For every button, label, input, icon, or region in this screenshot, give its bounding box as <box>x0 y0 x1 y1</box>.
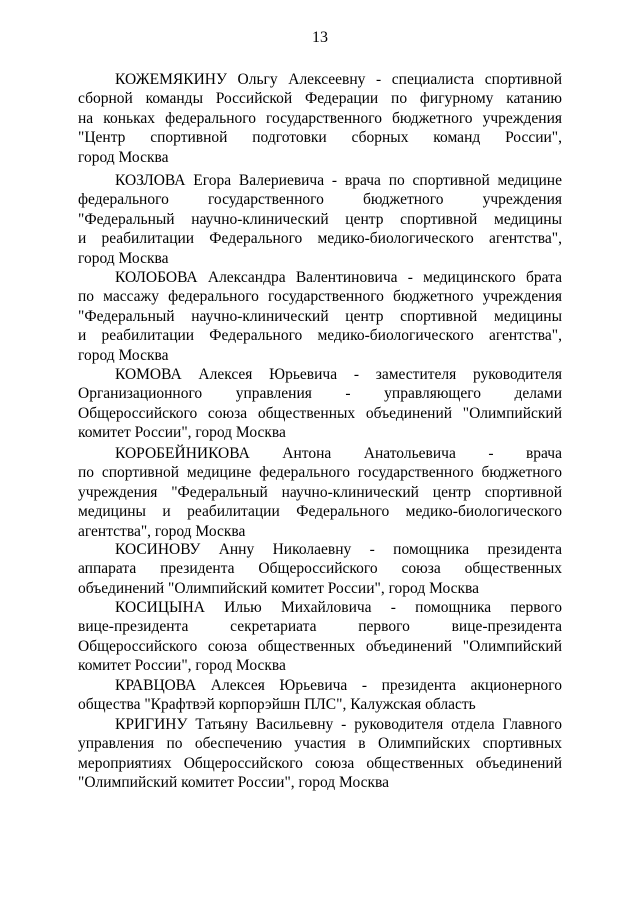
entry-line: вице-президента секретариата первого вице-президента <box>78 618 562 636</box>
entry-line: мероприятиях Общероссийского союза общественных объединений <box>78 754 562 772</box>
entry-line: и реабилитации Федерального медико-биологического агентства", <box>78 230 562 248</box>
entry-korobeynikov <box>78 444 562 541</box>
entry-line: комитет России", город Москва <box>78 657 286 675</box>
entry-line: КОСИНОВУ Анну Николаевну - помощника президента <box>115 541 562 558</box>
entry-line: по спортивной медицине федерального государственного бюджетного <box>78 464 562 482</box>
entry-line: "Олимпийский комитет России", город Москва <box>78 774 389 792</box>
entry-line: КОЛОБОВА Александра Валентиновича - медицинского брата <box>115 269 562 286</box>
entry-line: КРИГИНУ Татьяну Васильевну - руководителя отдела Главного <box>115 716 562 733</box>
entry-line: агентства", город Москва <box>78 522 246 540</box>
entry-line: по массажу федерального государственного бюджетного учреждения <box>78 288 562 306</box>
entry-line: город Москва <box>78 249 169 267</box>
entry-line: Общероссийского союза общественных объединений "Олимпийский <box>78 637 562 655</box>
entry-kozlov <box>78 171 562 268</box>
entry-line: КОМОВА Алексея Юрьевича - заместителя руководителя <box>115 366 562 383</box>
entry-line: город Москва <box>78 148 169 166</box>
entry-line: КРАВЦОВА Алексея Юрьевича - президента акционерного <box>115 677 562 694</box>
entry-komov <box>78 365 562 443</box>
entry-line: КОСИЦЫНА Илью Михайловича - помощника первого <box>115 599 562 616</box>
entry-line: аппарата президента Общероссийского союза общественных <box>78 560 562 578</box>
entry-line: федерального государственного бюджетного учреждения <box>78 191 562 209</box>
entry-line: и реабилитации Федерального медико-биологического агентства", <box>78 327 562 345</box>
entry-line: на коньках федерального государственного бюджетного учреждения <box>78 109 562 127</box>
entry-kolobov <box>78 268 562 365</box>
entry-line: КОЖЕМЯКИНУ Ольгу Алексеевну - специалиста спортивной <box>115 71 562 88</box>
entry-line: "Центр спортивной подготовки сборных команд России", <box>78 129 562 147</box>
entry-line: управления по обеспечению участия в Олимпийских спортивных <box>78 735 562 753</box>
entry-line: комитет России", город Москва <box>78 424 286 442</box>
entry-line: общества "Крафтвэй корпорэйшн ПЛС", Калужская область <box>78 696 476 714</box>
entry-line: КОРОБЕЙНИКОВА Антона Анатольевича - врача <box>115 445 562 462</box>
entry-line: Общероссийского союза общественных объединений "Олимпийский <box>78 404 562 422</box>
entry-line: Организационного управления - управляющего делами <box>78 385 562 403</box>
entry-line: сборной команды Российской Федерации по фигурному катанию <box>78 90 562 108</box>
entry-line: учреждения "Федеральный научно-клинический центр спортивной <box>78 483 562 501</box>
entry-line: медицины и реабилитации Федерального медико-биологического <box>78 503 562 521</box>
entry-krigina <box>78 715 562 793</box>
entry-kozhemyakina <box>78 70 562 167</box>
entry-line: КОЗЛОВА Егора Валериевича - врача по спортивной медицине <box>115 172 562 189</box>
page-number: 13 <box>312 29 328 46</box>
entry-line: объединений "Олимпийский комитет России", город Москва <box>78 579 480 597</box>
entry-kosinova <box>78 540 562 598</box>
entry-kositsyn <box>78 598 562 676</box>
entry-line: город Москва <box>78 346 169 364</box>
entry-line: "Федеральный научно-клинический центр спортивной медицины <box>78 210 562 228</box>
entry-kravtsov <box>78 676 562 715</box>
entry-line: "Федеральный научно-клинический центр спортивной медицины <box>78 307 562 325</box>
